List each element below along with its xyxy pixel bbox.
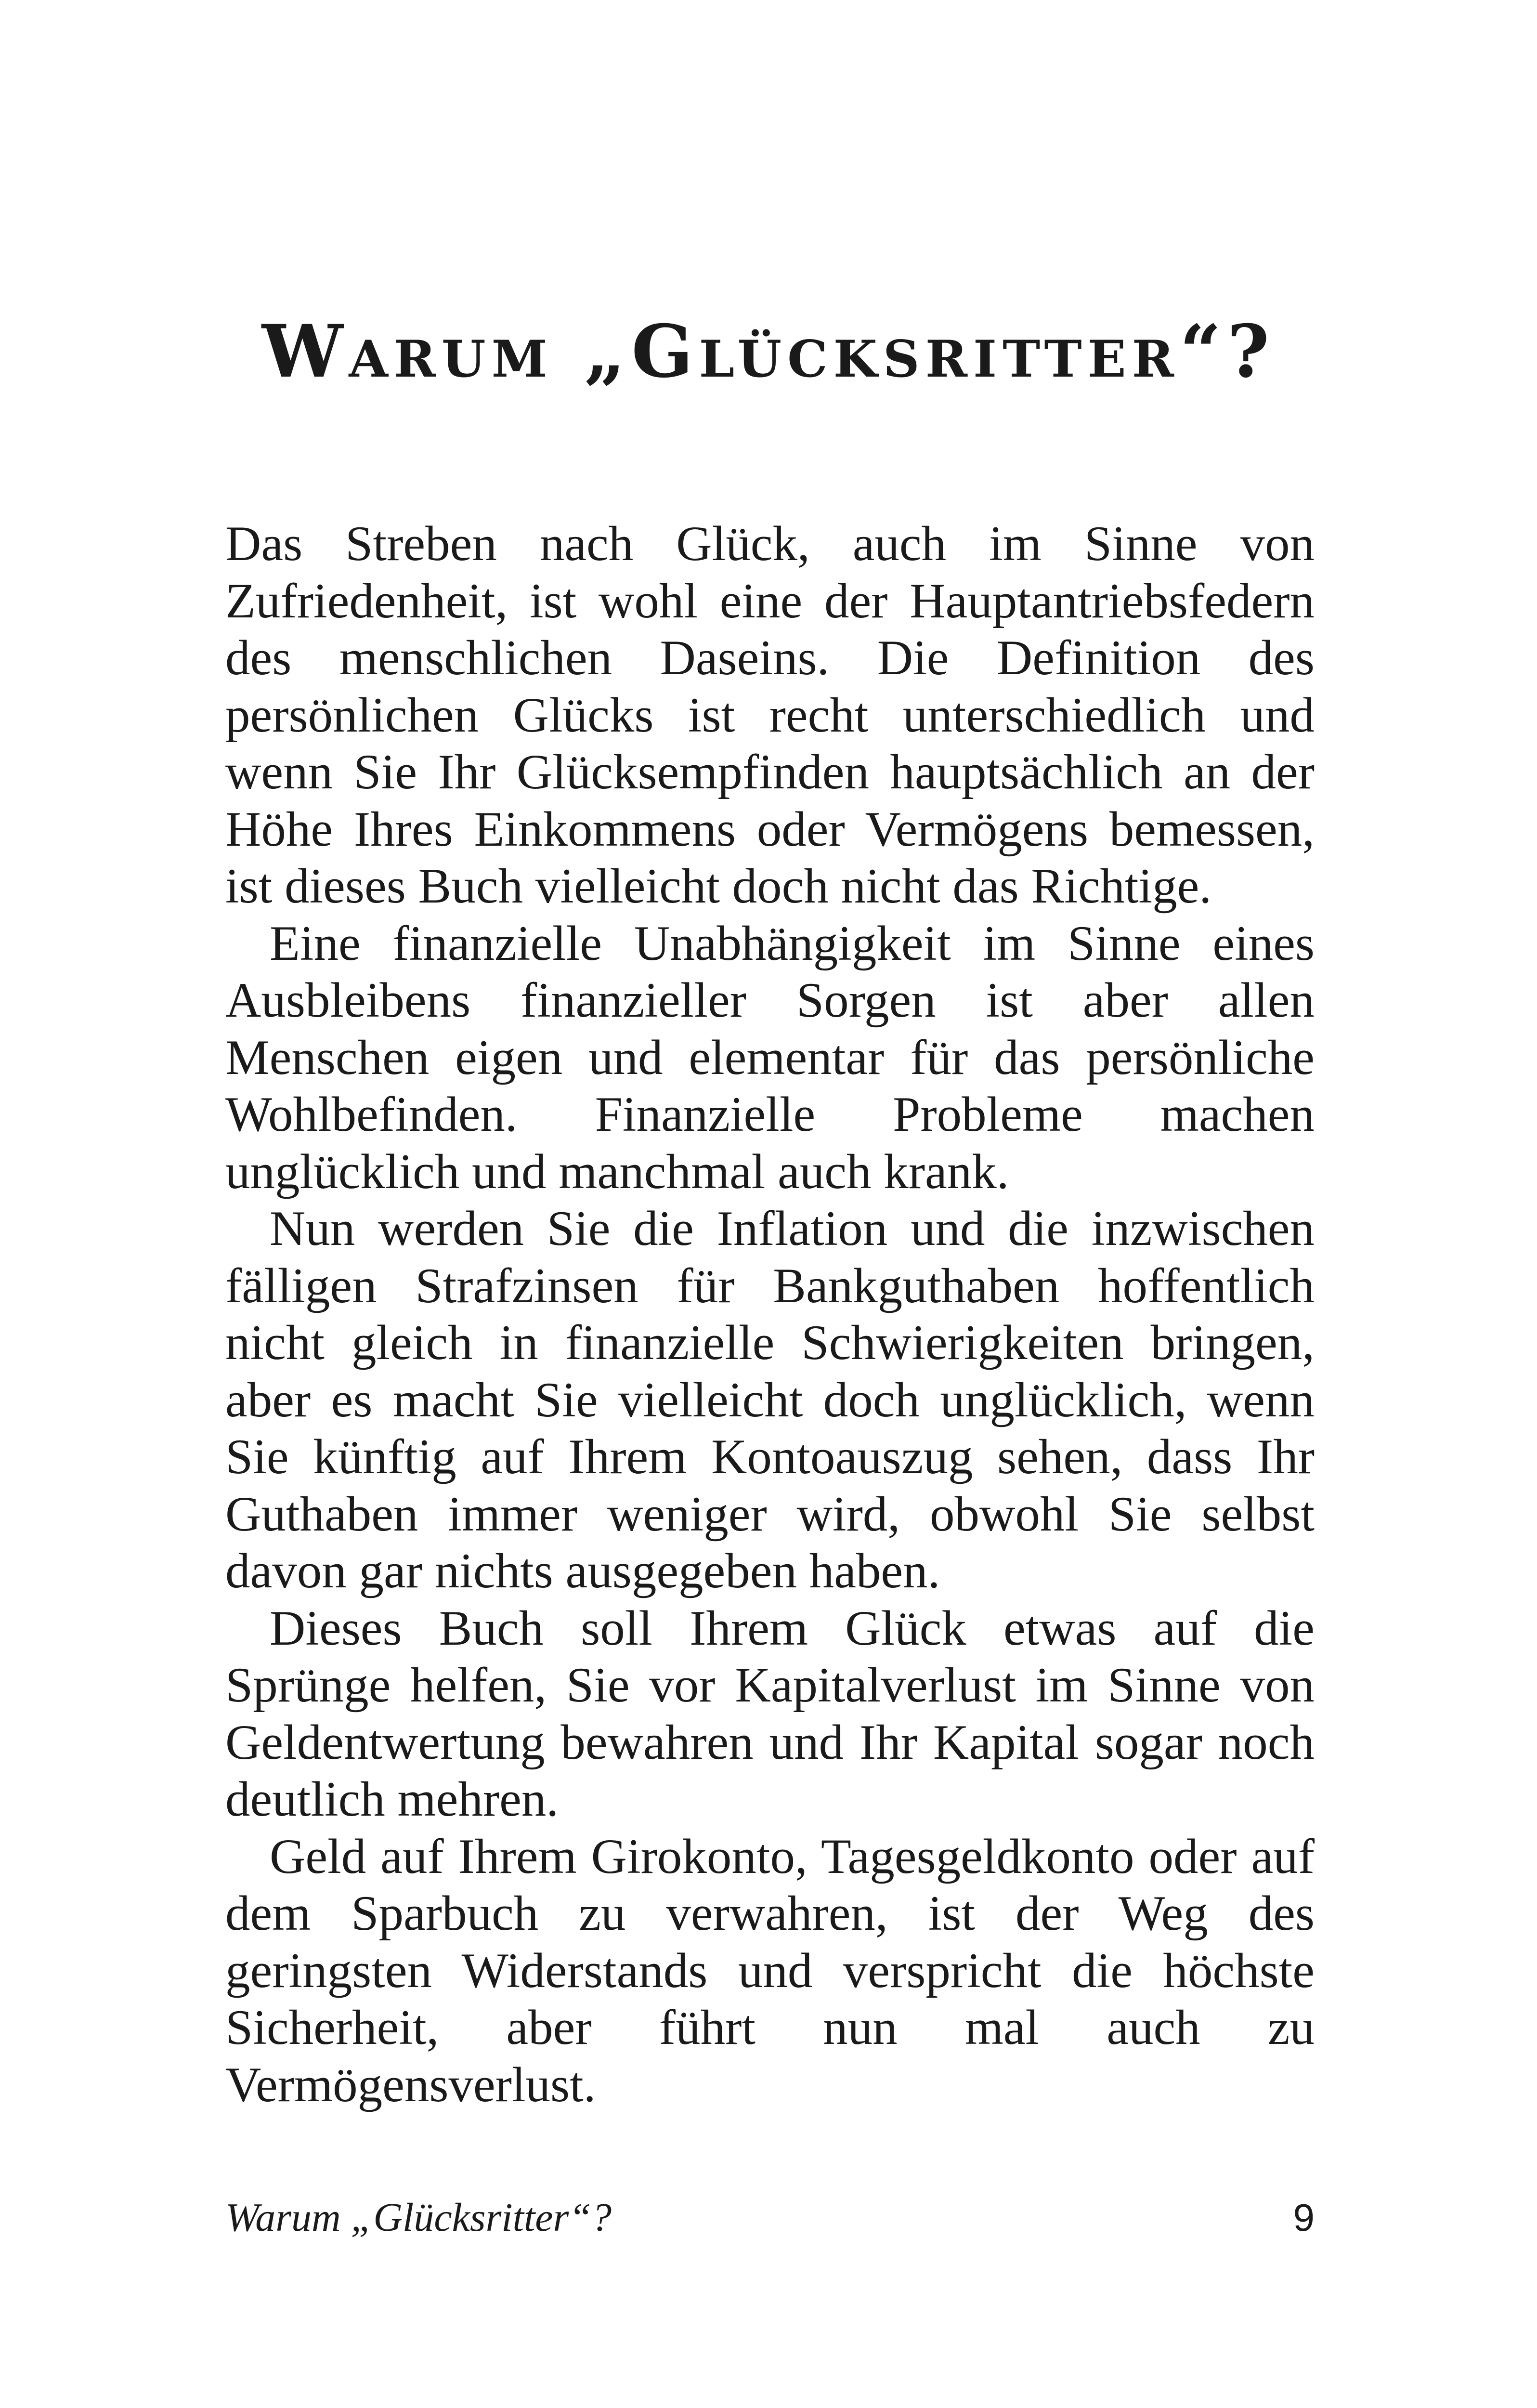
running-footer-title: Warum „Glücksritter“? — [225, 2195, 612, 2240]
body-text — [225, 515, 1315, 2113]
paragraph-1: Das Streben nach Glück, auch im Sinne von Zufriedenheit, ist wohl eine der Hauptantriebsfedern des menschlichen Daseins. Die Definition des persönlichen Glücks ist recht unterschiedlich und wenn Sie Ihr Glücksempfinden hauptsächlich an der Höhe Ihres Einkommens oder Vermögens bemessen, ist dieses Buch vielleicht doch nicht das Richtige. — [225, 516, 1315, 914]
paragraph-4: Dieses Buch soll Ihrem Glück etwas auf die Sprünge helfen, Sie vor Kapitalverlust im Sinne von Geldentwertung bewahren und Ihr Kapital sogar noch deutlich mehren. — [225, 1600, 1315, 1827]
page-number: 9 — [1293, 2196, 1315, 2239]
paragraph-3: Nun werden Sie die Inflation und die inzwischen fälligen Strafzinsen für Bankguthaben hoffentlich nicht gleich in finanzielle Schwierigkeiten bringen, aber es macht Sie vielleicht doch unglücklich, wenn Sie künftig auf Ihrem Kontoauszug sehen, dass Ihr Guthaben immer weniger wird, obwohl Sie selbst davon gar nichts ausgegeben haben. — [225, 1201, 1315, 1598]
chapter-title: Warum „Glücksritter“? — [261, 309, 1276, 394]
paragraph-5: Geld auf Ihrem Girokonto, Tagesgeldkonto oder auf dem Sparbuch zu verwahren, ist der Weg des geringsten Widerstands und verspricht die höchste Sicherheit, aber führt nun mal auch zu Vermögensverlust. — [225, 1829, 1315, 2112]
paragraph-2: Eine finanzielle Unabhängigkeit im Sinne eines Ausbleibens finanzieller Sorgen ist aber allen Menschen eigen und elementar für das persönliche Wohlbefinden. Finanzielle Probleme machen unglücklich und manchmal auch krank. — [225, 916, 1315, 1199]
